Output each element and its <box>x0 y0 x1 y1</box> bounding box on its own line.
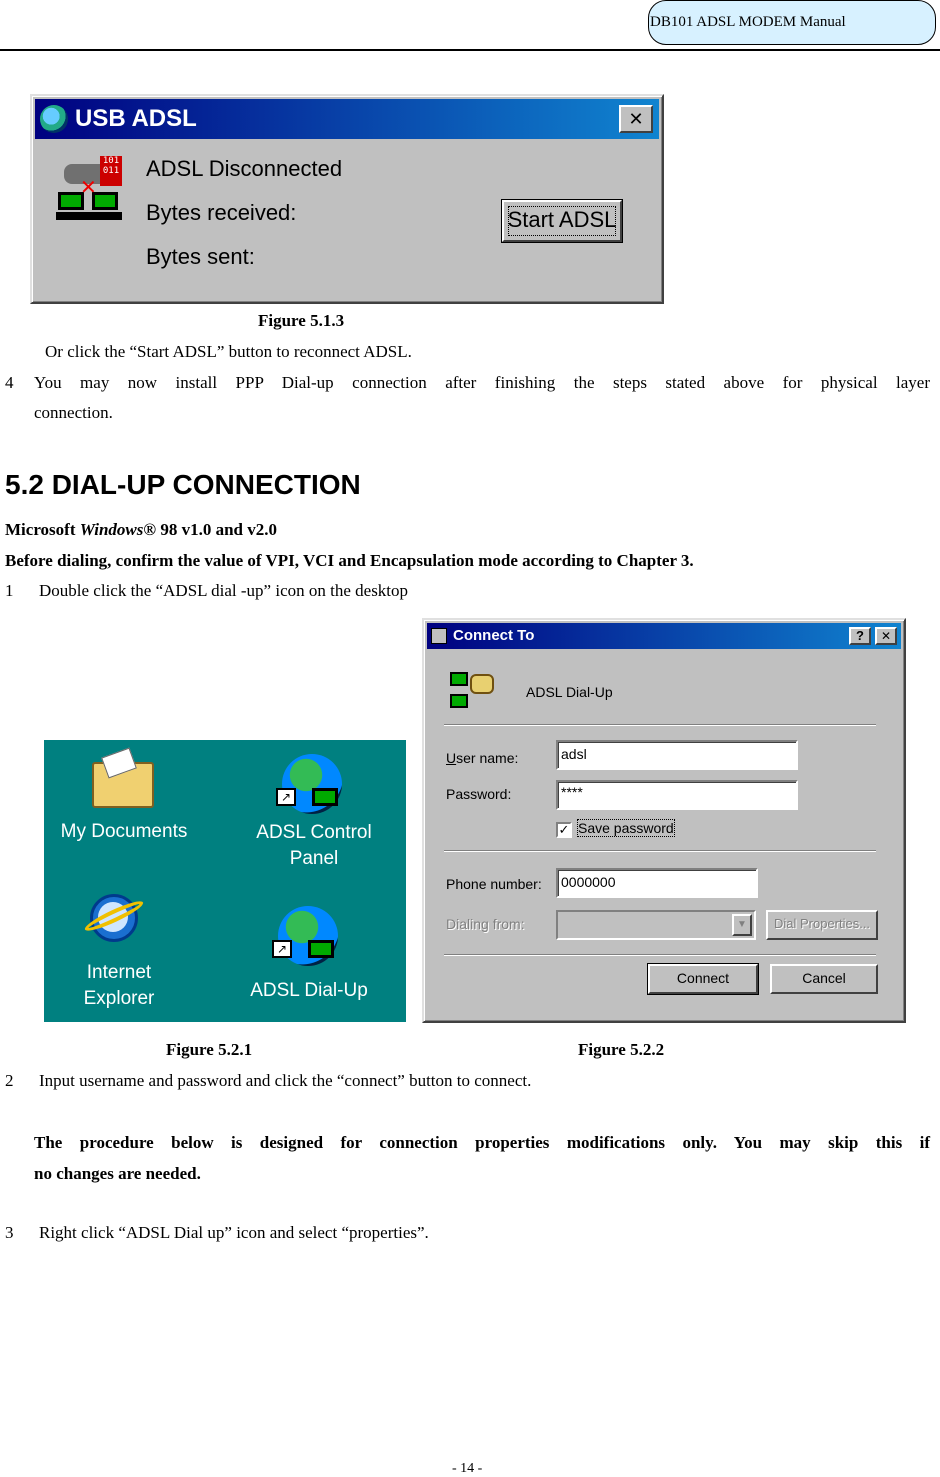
password-input[interactable]: **** <box>556 780 798 810</box>
username-label: User name: <box>446 750 519 766</box>
username-input[interactable]: adsl <box>556 740 798 770</box>
dialing-from-label: Dialing from: <box>446 916 525 932</box>
desktop-icon-label: ADSL Dial-Up <box>250 980 368 1001</box>
section-heading: 5.2 DIAL-UP CONNECTION <box>5 469 361 500</box>
close-button[interactable] <box>875 627 897 645</box>
step2-text: Input username and password and click the “connect” button to connect. <box>39 1071 532 1090</box>
reconnect-paragraph: Or click the “Start ADSL” button to reconnect ADSL. <box>45 342 412 361</box>
figure-522-caption: Figure 5.2.2 <box>578 1040 665 1059</box>
manual-title-badge <box>648 0 936 45</box>
manual-title: DB101 ADSL MODEM Manual <box>650 14 846 30</box>
connection-name: ADSL Dial-Up <box>526 684 613 700</box>
close-icon: ✕ <box>628 109 644 129</box>
step2-number: 2 <box>5 1071 14 1090</box>
dial-properties-button: Dial Properties... <box>766 910 878 940</box>
step3-number: 3 <box>5 1223 14 1242</box>
dial-up-connection-icon <box>450 668 496 714</box>
connect-to-title: Connect To <box>453 627 535 644</box>
close-icon: ✕ <box>880 629 892 643</box>
dialing-from-select <box>556 910 756 940</box>
step3-text: Right click “ADSL Dial up” icon and select “properties”. <box>39 1223 429 1242</box>
folder-icon <box>92 762 154 808</box>
step4-number: 4 <box>5 373 14 392</box>
globe-network-icon: ↗ <box>278 906 338 966</box>
page-number: - 14 - <box>452 1461 483 1476</box>
header-rule <box>0 49 940 51</box>
usb-adsl-title: USB ADSL <box>75 105 197 132</box>
dialup-icon <box>431 628 447 644</box>
help-icon: ? <box>856 628 864 643</box>
step4-line2: connection. <box>34 403 113 422</box>
desktop-icon-adsl-dial-up[interactable] <box>224 900 394 1010</box>
cancel-button[interactable]: Cancel <box>770 964 878 994</box>
step1-number: 1 <box>5 581 14 600</box>
globe-network-icon: ↗ <box>282 754 342 814</box>
start-adsl-button[interactable]: Start ADSL <box>502 200 622 242</box>
save-password-checkbox[interactable]: ✓ <box>556 822 572 838</box>
usb-adsl-titlebar <box>35 99 659 139</box>
usb-adsl-dialog <box>30 94 664 304</box>
desktop-icon-label: ADSL Control <box>256 822 372 843</box>
connect-to-dialog <box>422 618 906 1023</box>
step4-line1: You may now install PPP Dial-up connection after finishing the steps stated above for physical layer <box>34 373 930 392</box>
internet-explorer-icon <box>84 888 144 948</box>
note-line2: no changes are needed. <box>34 1164 201 1183</box>
desktop-icon-label-line2: Explorer <box>83 988 155 1009</box>
desktop-icon-label: My Documents <box>60 821 188 842</box>
separator <box>444 954 876 956</box>
step1-text: Double click the “ADSL dial -up” icon on the desktop <box>39 581 409 600</box>
desktop-icon-internet-explorer[interactable] <box>44 880 194 1010</box>
desktop-icon-label: Internet <box>86 962 152 983</box>
chevron-down-icon: ▼ <box>732 914 752 936</box>
figure-521-caption: Figure 5.2.1 <box>166 1040 253 1059</box>
phone-number-input[interactable]: 0000000 <box>556 868 758 898</box>
bytes-received-label: Bytes received: <box>146 200 297 225</box>
desktop-screenshot <box>44 740 406 1022</box>
separator <box>444 724 876 726</box>
desktop-icon-my-documents[interactable] <box>44 748 204 858</box>
connect-button[interactable]: Connect <box>648 964 758 994</box>
desktop-icon-adsl-control-panel[interactable] <box>234 748 394 878</box>
phone-number-label: Phone number: <box>446 876 542 892</box>
connect-to-titlebar <box>427 623 901 649</box>
adsl-status-text: ADSL Disconnected <box>146 156 343 181</box>
before-dialing-note: Before dialing, confirm the value of VPI, VCI and Encapsulation mode according to Chapter 3. <box>5 551 694 570</box>
bytes-sent-label: Bytes sent: <box>146 244 255 269</box>
network-disconnected-icon: 101 011 ✕ <box>56 156 126 226</box>
separator <box>444 850 876 852</box>
save-password-label[interactable]: Save password <box>578 820 674 836</box>
globe-icon <box>40 105 68 133</box>
os-line: Microsoft Windows® 98 v1.0 and v2.0 <box>5 520 277 539</box>
desktop-icon-label-line2: Panel <box>289 848 339 869</box>
close-button[interactable] <box>619 105 653 133</box>
note-line1: The procedure below is designed for connection properties modifications only. You may skip this if <box>34 1133 930 1152</box>
figure-513-caption: Figure 5.1.3 <box>258 311 345 330</box>
password-label: Password: <box>446 786 512 802</box>
help-button[interactable] <box>849 627 871 645</box>
